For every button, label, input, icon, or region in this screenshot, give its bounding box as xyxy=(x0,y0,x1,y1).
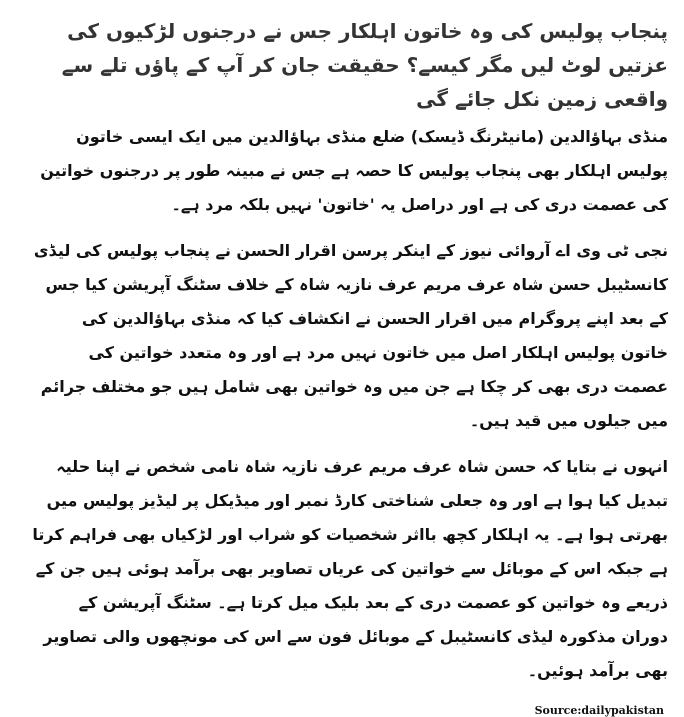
article-headline: پنجاب پولیس کی وہ خاتون اہلکار جس نے درجنوں لڑکیوں کی عزتیں لوٹ لیں مگر کیسے؟ حقیقت جان کر آپ کے پاؤں تلے سے واقعی زمین نکل جائے گی xyxy=(61,19,668,111)
article-source: Source:dailypakistan xyxy=(534,704,664,717)
article-paragraph: نجی ٹی وی اے آروائی نیوز کے اینکر پرسن اقرار الحسن نے پنجاب پولیس کی لیڈی کانسٹیبل حسن شاہ عرف مریم عرف نازیہ شاہ کے خلاف سٹنگ آپریشن کیا جس کے بعد اپنے پروگرام میں اقرار الحسن نے انکشاف کیا کہ منڈی بہاؤالدین کی خاتون پولیس اہلکار اصل میں خاتون نہیں مرد ہے اور وہ متعدد خواتین کی عصمت دری بھی کر چکا ہے جن میں وہ خواتین بھی شامل ہیں جو مختلف جرائم میں جیلوں میں قید ہیں۔ xyxy=(33,241,668,430)
article-paragraph: منڈی بہاؤالدین (مانیٹرنگ ڈیسک) ضلع منڈی بہاؤالدین میں ایک ایسی خاتون پولیس اہلکار بھی پنجاب پولیس کا حصہ ہے جس نے مبینہ طور پر درجنوں خواتین کی عصمت دری کی ہے اور دراصل یہ 'خاتون' نہیں بلکہ مرد ہے۔ xyxy=(40,127,668,214)
article-paragraph: انہوں نے بتایا کہ حسن شاہ عرف مریم عرف نازیہ شاہ نامی شخص نے اپنا حلیہ تبدیل کیا ہوا ہے اور وہ جعلی شناختی کارڈ نمبر اور میڈیکل پر لیڈیز پولیس میں بھرتی ہوا ہے۔ یہ اہلکار کچھ بااثر شخصیات کو شراب اور لڑکیاں بھی فراہم کرتا ہے جبکہ اس کے موبائل سے خواتین کی عریاں تصاویر بھی برآمد ہوئی ہیں جن کے ذریعے وہ خواتین کو عصمت دری کے بعد بلیک میل کرتا ہے۔ سٹنگ آپریشن کے دوران مذکورہ لیڈی کانسٹیبل کے موبائل فون سے اس کی مونچھوں والی تصاویر بھی برآمد ہوئیں۔ xyxy=(32,457,668,680)
